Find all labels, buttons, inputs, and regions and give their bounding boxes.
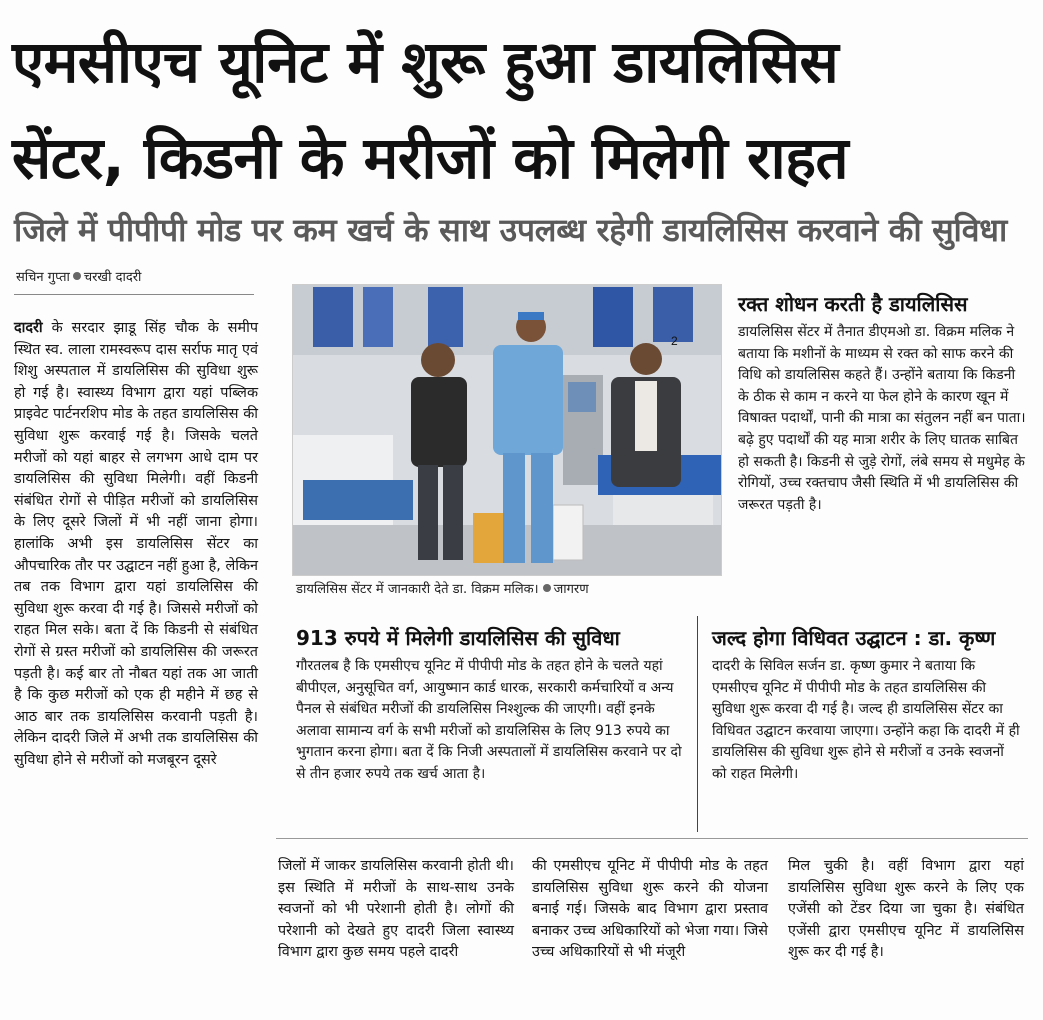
news-photo: [292, 284, 722, 576]
byline: [16, 268, 256, 288]
byline-divider: [14, 294, 254, 295]
dateline: दादरी: [14, 320, 43, 336]
dialysis-center-photo: [293, 285, 722, 576]
photo-caption: [296, 580, 736, 600]
byline-place: चरखी दादरी: [83, 270, 142, 285]
section-title-inauguration: जल्द होगा विधिवत उद्घाटन : डा. कृष्ण: [712, 626, 996, 650]
section-title-913-rupees: 913 रुपये में मिलेगी डायलिसिस की सुविधा: [296, 626, 620, 650]
section-title-blood-purification: रक्त शोधन करती है डायलिसिस: [738, 292, 968, 316]
headline-line-2: सेंटर, किडनी के मरीजों को मिलेगी राहत: [12, 124, 849, 192]
headline-line-1: एमसीएच यूनिट में शुरू हुआ डायलिसिस: [12, 28, 839, 96]
continuation-column-3: मिल चुकी है। वहीं विभाग द्वारा यहां डायलिसिस सुविधा शुरू करने के लिए एक एजेंसी को टेंडर दिया जा चुका है। संबंधित एजेंसी द्वारा एमसीएच यूनिट में डायलिसिस शुरू कर दी गई है।: [788, 858, 1024, 961]
column-divider: [697, 616, 698, 832]
section-body-blood-purification: डायलिसिस सेंटर में तैनात डीएमओ डा. विक्रम मलिक ने बताया कि मशीनों के माध्यम से रक्त को साफ करने की विधि को डायलिसिस कहते हैं। उन्होंने बताया कि किडनी के ठीक से काम न करने या फेल होने के कारण खून में विषाक्त पदार्थों, पानी की मात्रा का संतुलन नहीं बन पाता। बढ़े हुए पदार्थों की यह मात्रा शरीर के लिए घातक साबित हो सकती है। किडनी से जुड़े रोगों, लंबे समय से मधुमेह के रोगियों, उच्च रक्तचाप जैसी स्थिति में भी डायलिसिस की जरूरत पड़ती है।: [738, 324, 1026, 513]
subheadline: जिले में पीपीपी मोड पर कम खर्च के साथ उपलब्ध रहेगी डायलिसिस करवाने की सुविधा: [14, 211, 1007, 249]
bullet-dot: [543, 584, 551, 592]
continuation-column-1: जिलों में जाकर डायलिसिस करवानी होती थी। इस स्थिति में मरीजों के साथ-साथ उनके स्वजनों को भी परेशानी होती है। लोगों की परेशानी को देखते हुए दादरी जिला स्वास्थ्य विभाग द्वारा कुछ समय पहले दादरी: [278, 858, 514, 961]
section-divider: [276, 838, 1028, 839]
caption-text: डायलिसिस सेंटर में जानकारी देते डा. विक्रम मलिक।: [296, 582, 539, 597]
section-body-inauguration: दादरी के सिविल सर्जन डा. कृष्ण कुमार ने बताया कि एमसीएच यूनिट में पीपीपी मोड के तहत डायलिसिस की सुविधा शुरू करवा दी गई है। जल्द ही डायलिसिस सेंटर का विधिवत उद्घाटन करवाया जाएगा। उन्होंने कहा कि दादरी में ही डायलिसिस की सुविधा शुरू होने से मरीजों व उनके स्वजनों को राहत मिलेगी।: [712, 658, 1020, 782]
lead-text: के सरदार झाडू सिंह चौक के समीप स्थित स्व. लाला रामस्वरूप दास सर्राफ मातृ एवं शिशु अस्पताल में डायलिसिस की सुविधा शुरू हो गई है। स्वास्थ्य विभाग द्वारा यहां पब्लिक प्राइवेट पार्टनरशिप मोड के तहत डायलिसिस की सुविधा शुरू करवाई गई है। जिसके चलते मरीजों को यहां बाहर से लगभग आधे दाम पर डायलिसिस की सुविधा मिलेगी। वहीं किडनी संबंधित रोगों से पीड़ित मरीजों को डायलिसिस के लिए दूसरे जिलों में भी नहीं जाना होगा। हालांकि अभी इस डायलिसिस सेंटर का औपचारिक तौर पर उद्घाटन नहीं हुआ है, लेकिन तब तक विभाग द्वारा यहां डायलिसिस की सुविधा शुरू करवा दी गई है। जिससे मरीजों को राहत मिल सके। बता दें कि किडनी से संबंधित रोगों से ग्रस्त मरीजों को डायलिसिस की जरूरत पड़ती है। कई बार तो नौबत यहां तक आ जाती है कि कुछ मरीजों को एक ही महीने में छह से आठ बार तक डायलिसिस करवानी पड़ती है। लेकिन दादरी जिले में अभी तक डायलिसिस की सुविधा होने से मरीजों को मजबूरन दूसरे: [14, 320, 258, 768]
photo-credit: जागरण: [553, 582, 589, 597]
continuation-column-2: की एमसीएच यूनिट में पीपीपी मोड के तहत डायलिसिस सुविधा शुरू करने की योजना बनाई गई। जिसके बाद विभाग द्वारा प्रस्ताव बनाकर उच्च अधिकारियों को भेजा गया। जिसे उच्च अधिकारियों से भी मंजूरी: [532, 858, 768, 961]
section-body-913-rupees: गौरतलब है कि एमसीएच यूनिट में पीपीपी मोड के तहत होने के चलते यहां बीपीएल, अनुसूचित वर्ग, आयुष्मान कार्ड धारक, सरकारी कर्मचारियों व अन्य पैनल से संबंधित मरीजों की डायलिसिस निश्शुल्क की जाएगी। वहीं इनके अलावा सामान्य वर्ग के सभी मरीजों को डायलिसिस के लिए 913 रुपये का भुगतान करना होगा। बता दें कि निजी अस्पतालों में डायलिसिस करवाने पर दो से तीन हजार रुपये तक खर्च आता है।: [296, 658, 682, 782]
bullet-dot: [73, 272, 81, 280]
byline-author: सचिन गुप्ता: [16, 270, 70, 285]
bed-number-label: 2: [671, 334, 678, 348]
lead-paragraph: [14, 318, 258, 771]
